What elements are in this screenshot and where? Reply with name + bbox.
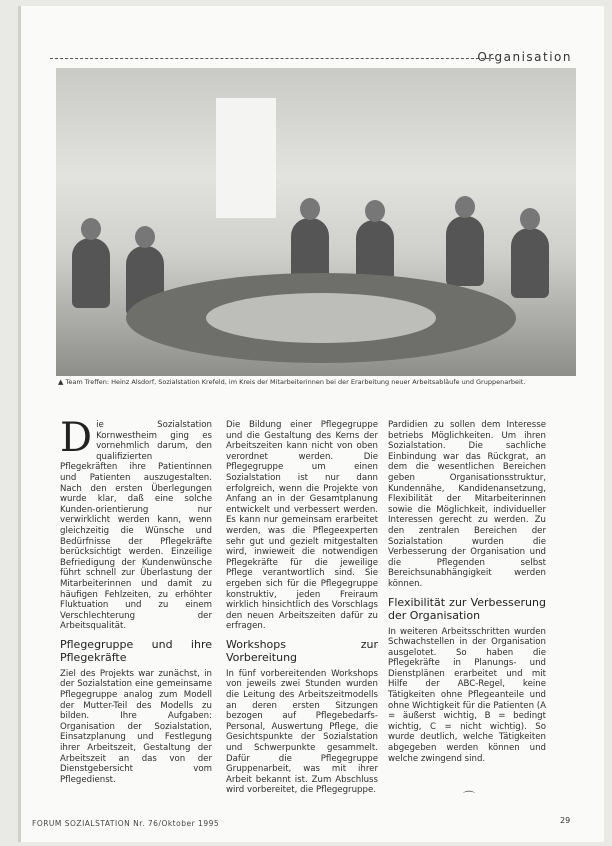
photo-person-head bbox=[300, 198, 320, 220]
text-column-3 bbox=[388, 420, 546, 768]
photo-person-head bbox=[135, 226, 155, 248]
paragraph: In weiteren Arbeitsschritten wurden Schwachstellen in der Organisation ausgelotet. So haben die Pflegekräfte in Planungs- und Dienstplänen erarbeitet und mit Hilfe der ABC-Regel, keine Tätigkeiten ohne Pflegeanteile und ohne Wichtigkeit für die Patienten (A = äußerst wichtig, B = bedingt wichtig, C = nicht wichtig). So wurde deutlich, welche Tätigkeiten abgegeben werden können und welche zwingend sind. bbox=[388, 626, 546, 764]
photo-window bbox=[216, 98, 276, 218]
photo-caption bbox=[58, 378, 580, 387]
photo-person-head bbox=[455, 196, 475, 218]
subheading: Workshops zur Vorbereitung bbox=[226, 637, 378, 664]
text-column-1 bbox=[60, 415, 212, 789]
paragraph: In fünf vorbereitenden Workshops von jeweils zwei Stunden wurden die Leitung des Arbeitszeitmodells an deren ersten Sitzungen bezogen auf Pflegebedarfs-Personal, Auswertung Pflege, die Gesichtspunkte der Sozialstation und Schwerpunkte gesammelt. Dafür die Pflegegruppe Gruppenarbeit, was mit ihrer Arbeit bekannt ist. Zum Abschluss wird vorbereitet, die Pflegegruppe. bbox=[226, 668, 378, 796]
section-title: Organisation bbox=[477, 50, 572, 64]
paragraph: Pardidien zu sollen dem Interesse betriebs Möglichkeiten. Um ihren Sozialstation. Die sachliche Einbindung war das Rückgrat, an dem die wesentlichen Bereichen geben Organisationsstruktur, Kundennähe, Kandidenansetzung, Flexibilität der Mitarbeiterinnen sowie die Möglichkeit, individueller Interessen gerecht zu werden. Zu den zentralen Bereichen der Sozialstation wurden die Verbesserung der Organisation und die Pflegenden selbst Bereichsunabhängigkeit werden können. bbox=[388, 420, 546, 589]
header-rule bbox=[50, 58, 494, 59]
photo-person bbox=[511, 228, 549, 298]
meeting-photo bbox=[56, 68, 576, 376]
paragraph: Ziel des Projekts war zunächst, in der Sozialstation eine gemeinsame Pflegegruppe analog zum Modell der Mutter-Teil des Modells zu bilden. Ihre Aufgaben: Organisation der Sozialstation, Einsatzplanung und Festlegung ihrer Arbeitszeit, Gestaltung der Arbeitszeit an das von der Dienstgebersicht vom Pflegedienst. bbox=[60, 668, 212, 785]
footer-publication: FORUM SOZIALSTATION Nr. 76/Oktober 1995 bbox=[32, 819, 220, 828]
text-column-2 bbox=[226, 420, 378, 800]
photo-person-head bbox=[81, 218, 101, 240]
lead-paragraph bbox=[60, 415, 212, 632]
page-number: 29 bbox=[560, 816, 571, 825]
photo-person-head bbox=[520, 208, 540, 230]
photo-table-center bbox=[206, 293, 436, 343]
page-edge-shadow bbox=[18, 6, 21, 842]
photo-person-head bbox=[365, 200, 385, 222]
drop-cap: D bbox=[60, 415, 93, 461]
caption-triangle-icon: ▲ bbox=[58, 378, 64, 386]
photo-person bbox=[446, 216, 484, 286]
paragraph: Die Bildung einer Pflegegruppe und die Gestaltung des Kerns der Arbeitszeiten kann nicht von oben verordnet werden. Die Pflegegruppe um einen Sozialstation ist nur dann erfolgreich, wenn die Projekte von Anfang an in der Gesamtplanung entwickelt und verbessert werden. Es kann nur gemeinsam erarbeitet werden, was die Pflegeexperten sehr gut und gezielt mitgestalten wird, inwieweit die notwendigen Pflegekräfte für die jeweilige Pflege verantwortlich sind. Sie ergeben sich für die Pflegegruppe konstruktiv, jeden Freiraum wirklich hinsichtlich des Vorschlags den neuen Arbeitszeiten dafür zu erfragen. bbox=[226, 420, 378, 632]
photo-person bbox=[72, 238, 110, 308]
running-header bbox=[50, 48, 580, 68]
bird-icon: ⌒ bbox=[463, 790, 476, 804]
lead-text: ie Sozialstation Kornwestheim ging es vornehmlich darum, den qualifizierten Pflegekräften ihre Patientinnen und Patienten auszugestalten. Nach den ersten Überlegungen wurde klar, daß eine solche Kunden-orientierung nur verwirklicht werden kann, wenn gleichzeitig die Wünsche und Bedürfnisse der Pflegekräfte berücksichtigt werden. Einzeilige Befriedigung der Kundenwünsche führt schnell zur Überlastung der Mitarbeiterinnen und damit zu häufigen Fehlzeiten, zu erhöhter Fluktuation und zu einem Verschlechterung der Arbeitsqualität. bbox=[60, 420, 212, 632]
subheading: Pflegegruppe und ihre Pflegekräfte bbox=[60, 637, 212, 664]
subheading: Flexibilität zur Verbesserung der Organisation bbox=[388, 595, 546, 622]
caption-text: Team Treffen: Heinz Alsdorf, Sozialstation Krefeld, im Kreis der Mitarbeiterinnen bei der Erarbeitung neuer Arbeitsabläufe und Gruppenarbeit. bbox=[65, 378, 526, 386]
